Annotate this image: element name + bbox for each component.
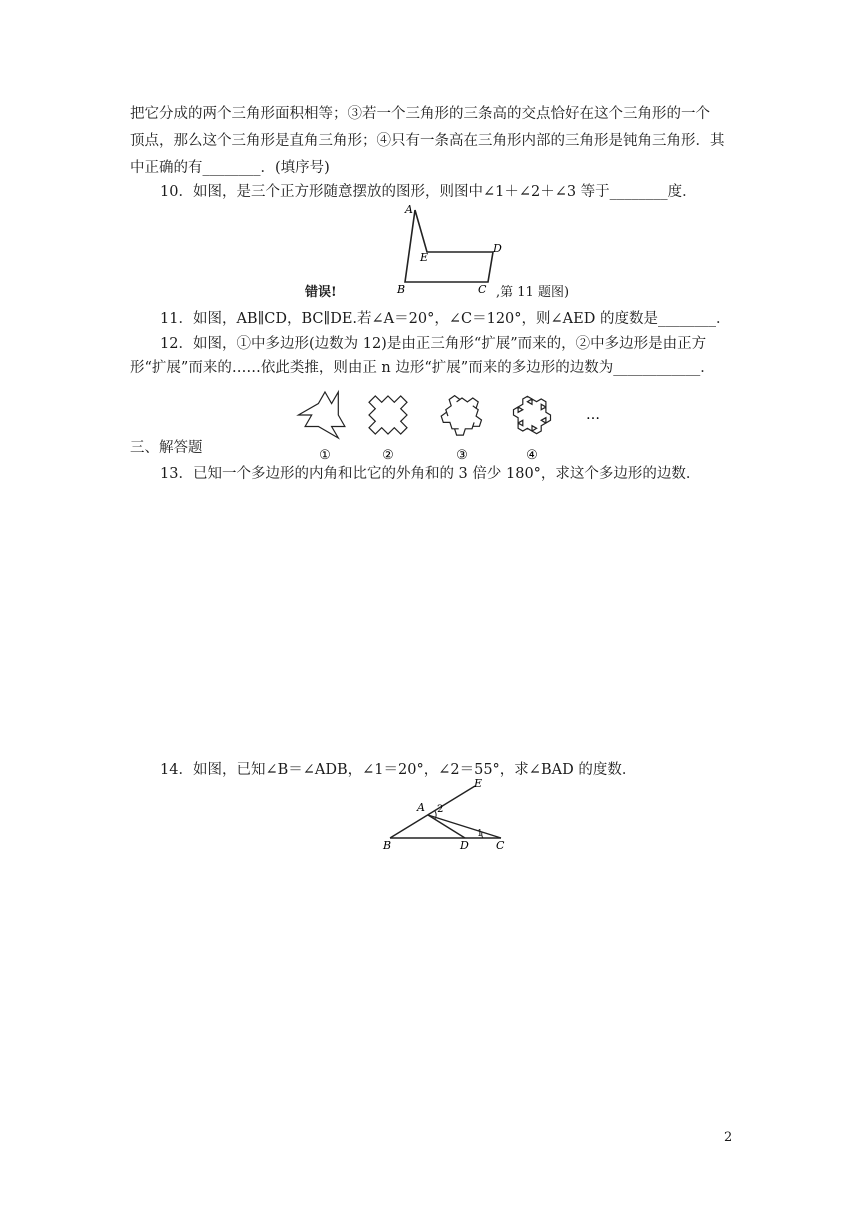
fig14-label-D: D [460,839,469,852]
question-10: 10．如图，是三个正方形随意摆放的图形，则图中∠1＋∠2＋∠3 等于________度． [160,184,697,200]
question-12-line-1: 12．如图，①中多边形(边数为 12)是由正三角形“扩展”而来的，②中多边形是由正方 [160,336,707,352]
fig12-label-4: ④ [526,448,538,463]
fig14-label-2: 2 [437,804,444,815]
figure-11-diagram [380,200,510,300]
fig11-label-D: D [493,242,502,255]
fig14-line-AD [428,815,465,838]
fig14-angle-2-arc [435,811,436,819]
fig14-line-BE [390,786,475,838]
question-12-line-2: 形“扩展”而来的……依此类推，则由正 n 边形“扩展”而来的多边形的边数为____________． [130,360,715,376]
fig14-label-A: A [417,801,425,814]
figure-12-diagram [290,385,610,465]
question-14: 14．如图，已知∠B＝∠ADB，∠1＝20°，∠2＝55°，求∠BAD 的度数． [160,762,637,778]
fig14-label-E: E [474,777,483,790]
question-13: 13．已知一个多边形的内角和比它的外角和的 3 倍少 180°，求这个多边形的边数． [160,466,701,482]
fig11-outline [405,210,493,282]
fig11-label-B: B [397,283,406,296]
fig12-shape-1 [298,392,345,438]
q9-continuation-line-1: 把它分成的两个三角形面积相等；③若一个三角形的三条高的交点恰好在这个三角形的一个 [130,106,710,122]
fig11-error-text: 错误! [305,285,337,300]
fig12-ellipsis: … [586,407,600,423]
section-3-heading: 三、解答题 [130,440,203,456]
page-number: 2 [724,1130,733,1145]
fig11-caption: ,第 11 题图) [496,285,570,300]
fig11-label-E: E [420,251,429,264]
fig12-label-3: ③ [456,448,468,463]
fig14-label-1: 1 [477,829,483,839]
question-11: 11．如图，AB∥CD，BC∥DE.若∠A＝20°，∠C＝120°，则∠AED 的度数是________． [160,311,731,327]
figure-14-diagram [380,778,520,853]
fig12-shape-3 [441,396,481,436]
fig12-label-1: ① [319,448,331,463]
fig14-label-C: C [496,839,505,852]
fig11-label-C: C [478,283,487,296]
q9-continuation-line-3: 中正确的有________．(填序号) [130,160,330,176]
fig11-label-A: A [405,203,413,216]
fig12-shape-2 [369,396,407,434]
q9-continuation-line-2: 顶点，那么这个三角形是直角三角形；④只有一条高在三角形内部的三角形是钝角三角形．其 [130,133,725,149]
fig12-label-2: ② [382,448,394,463]
fig12-shape-4 [514,396,551,433]
fig14-label-B: B [383,839,392,852]
fig14-line-AC [428,815,501,838]
